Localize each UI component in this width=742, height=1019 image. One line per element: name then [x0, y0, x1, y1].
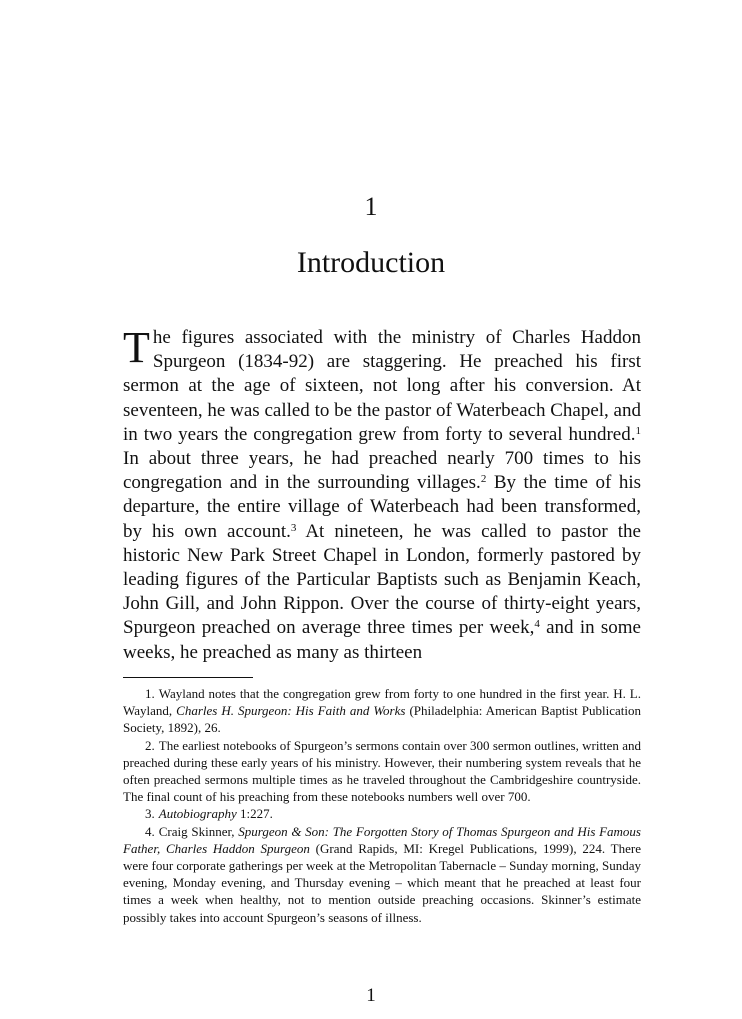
footnotes — [123, 685, 641, 926]
footnote-title: Charles H. Spurgeon: His Faith and Works — [176, 703, 406, 719]
footnote-number: 3. — [145, 806, 155, 822]
footnote-4 — [123, 823, 641, 926]
body-text-segment-5: and in some weeks, he preached as many as thirteen — [123, 617, 641, 663]
footnote-text: (Philadelphia: American Baptist Publication Society, 1892), 26. — [123, 703, 642, 736]
footnote-number: 4. — [145, 823, 155, 839]
footnote-reference-1: 1 — [635, 424, 641, 437]
footnote-reference-3: 3 — [290, 521, 297, 534]
page-number: 1 — [366, 985, 376, 1006]
footnote-1 — [123, 685, 641, 737]
body-text-segment-3: By the time of his departure, the entire village of Waterbeach had been transformed, by his own account. — [123, 472, 641, 542]
body-text-segment-4: At nineteen, he was called to pastor the historic New Park Street Chapel in London, formerly pastored by leading figures of the Particular Baptists such as Benjamin Keach, John Gill, and John Rippon. Over the course of thirty-eight years, Spurgeon preached on average three times per week, — [123, 520, 641, 639]
footnote-number: 1. — [145, 686, 155, 701]
footnote-text: The earliest notebooks of Spurgeon’s sermons contain over 300 sermon outlines, written and preached during these early years of his ministry. However, their numbering system reveals that he often preached sermons multiple times as he traveled throughout the Cambridgeshire countryside. The final count of his preaching from these notebooks numbers well over 700. — [123, 737, 641, 805]
footnote-text: 1:227. — [236, 806, 273, 822]
body-text-segment-1: he figures associated with the ministry of Charles Haddon Spurgeon (1834-92) are staggering. He preached his first sermon at the age of sixteen, not long after his conversion. At seventeen, he was called to be the pastor of Waterbeach Chapel, and in two years the congregation grew from forty to several hundred. — [123, 327, 641, 445]
footnote-divider — [123, 677, 253, 678]
footnote-text: Craig Skinner, — [158, 823, 239, 839]
footnote-number: 2. — [145, 737, 155, 753]
footnote-text: Wayland notes that the congregation grew from forty to one hundred in the first year. H. L. Wayland, — [123, 686, 641, 719]
footnote-3 — [123, 805, 641, 822]
footnote-title: Autobiography — [158, 806, 237, 822]
footnote-2 — [123, 737, 641, 806]
footnote-text: (Grand Rapids, MI: Kregel Publications, 1999), 224. There were four corporate gatherings per week at the Metropolitan Tabernacle – Sunday morning, Sunday evening, Monday evening, and Thursday evening – which meant that he preached at least four times a week when healthy, not to mention outside preaching occasions. Skinner’s estimate possibly takes into account Spurgeon’s seasons of illness. — [123, 840, 641, 925]
footnote-title: Spurgeon & Son: The Forgotten Story of Thomas Spurgeon and His Famous Father, Charles Haddon Spurgeon — [123, 823, 641, 856]
body-text-segment-2: In about three years, he had preached nearly 700 times to his congregation and in the surrounding villages. — [123, 448, 641, 494]
body-paragraph — [123, 323, 641, 665]
footnote-reference-4: 4 — [534, 618, 540, 631]
chapter-number: 1 — [364, 192, 378, 221]
chapter-title: Introduction — [296, 246, 446, 279]
footnote-reference-2: 2 — [480, 473, 487, 486]
drop-cap: T — [123, 323, 150, 372]
